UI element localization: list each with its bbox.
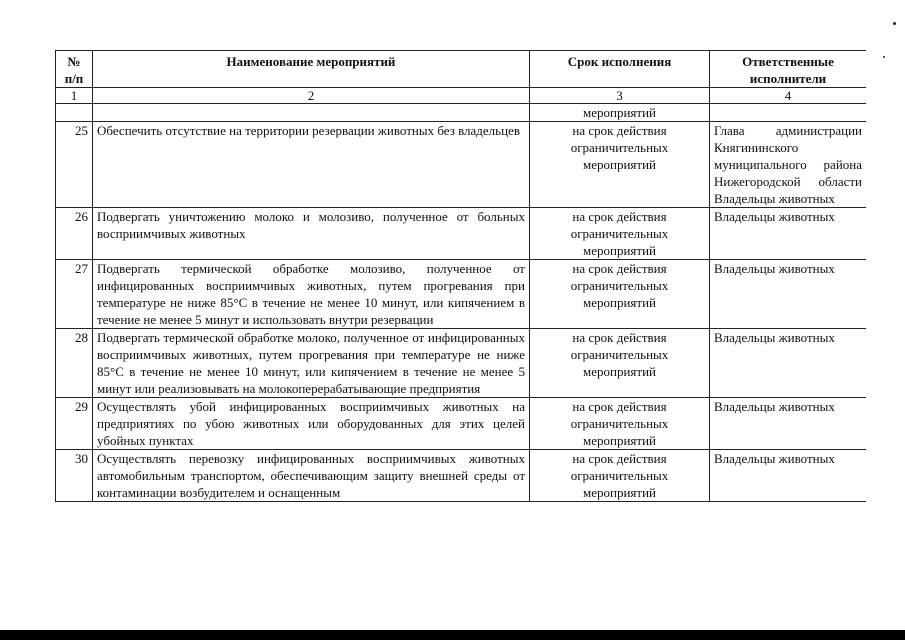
row-name: Подвергать уничтожению молоко и молозиво, полученное от больных восприимчивых животных [93,208,530,260]
row-name: Осуществлять перевозку инфицированных восприимчивых животных автомобильным транспортом, обеспечивающим защиту внешней среды от контаминации возбудителем и оснащенным [93,450,530,502]
row-resp: Владельцы животных [710,398,867,450]
header-num: № п/п [56,51,93,88]
table-row [56,260,867,329]
index-cell: 4 [710,88,867,104]
row-term: на срок действия ограничительных мероприятий [530,260,710,329]
table-row [56,208,867,260]
header-row [56,51,867,88]
row-num: 25 [56,122,93,208]
measures-table [55,50,866,502]
row-name [93,104,530,122]
table-row [56,122,867,208]
row-resp: Владельцы животных [710,208,867,260]
row-resp [710,104,867,122]
index-cell: 1 [56,88,93,104]
table-row [56,398,867,450]
row-resp: Владельцы животных [710,260,867,329]
row-num: 28 [56,329,93,398]
index-cell: 2 [93,88,530,104]
row-term: на срок действия ограничительных мероприятий [530,450,710,502]
continuation-row [56,104,867,122]
row-num: 30 [56,450,93,502]
row-num: 27 [56,260,93,329]
table-row [56,450,867,502]
scan-edge-bar [0,630,905,640]
row-term: мероприятий [530,104,710,122]
row-name: Подвергать термической обработке молоко, полученное от инфицированных восприимчивых животных, путем прогревания при температуре не ниже 85°С в течение не менее 10 минут, или кипячением в течение не менее 5 минут или реализовывать на молокоперерабатывающие предприятия [93,329,530,398]
row-term: на срок действия ограничительных мероприятий [530,208,710,260]
table-row [56,329,867,398]
row-name: Подвергать термической обработке молозиво, полученное от инфицированных восприимчивых животных, путем прогревания при температуре не ниже 85°С в течение не менее 10 минут, или кипячением в течение не менее 5 минут и использовать внутри резервации [93,260,530,329]
row-num: 26 [56,208,93,260]
column-index-row [56,88,867,104]
row-num [56,104,93,122]
row-resp: Владельцы животных [710,329,867,398]
row-num: 29 [56,398,93,450]
scan-speck [893,22,896,25]
row-name: Осуществлять убой инфицированных восприимчивых животных на предприятиях по убою животных или оборудованных для этих целей убойных пунктах [93,398,530,450]
row-name: Обеспечить отсутствие на территории резервации животных без владельцев [93,122,530,208]
row-term: на срок действия ограничительных мероприятий [530,122,710,208]
row-resp: Владельцы животных [710,450,867,502]
header-term: Срок исполнения [530,51,710,88]
header-resp: Ответственные исполнители [710,51,867,88]
index-cell: 3 [530,88,710,104]
row-term: на срок действия ограничительных мероприятий [530,398,710,450]
scan-speck [883,56,885,58]
row-term: на срок действия ограничительных мероприятий [530,329,710,398]
header-name: Наименование мероприятий [93,51,530,88]
row-resp: Глава администрации Княгининского муниципального района Нижегородской области Владельцы животных [710,122,867,208]
document-page [55,50,866,595]
